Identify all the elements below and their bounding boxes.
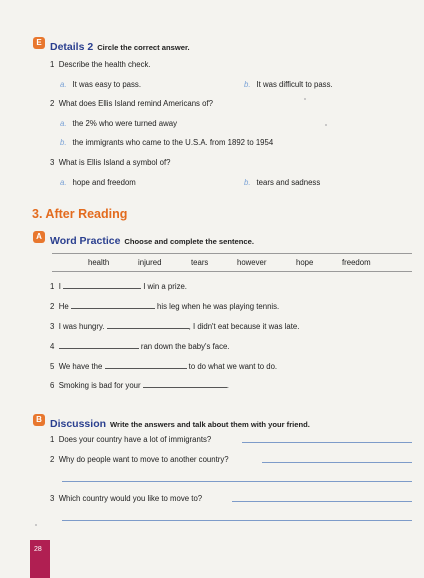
section-b-heading [50,414,310,432]
blank-input[interactable] [107,321,189,329]
sentence-number: 6 [50,381,55,390]
speck [325,124,327,126]
sentence-number: 5 [50,362,55,371]
answer-line[interactable] [262,462,412,463]
after-reading-title: 3. After Reading [32,207,128,221]
word-bank-item: freedom [342,258,371,267]
sentence-2 [50,301,279,311]
option-1a[interactable] [60,80,141,89]
question-number: 1 [50,435,55,444]
section-e-heading [50,37,190,55]
sentence-post: to do what we want to do. [188,362,278,371]
word-bank-item: hope [296,258,314,267]
section-b-title: Discussion [50,418,107,430]
sentence-3 [50,321,299,331]
sentence-6 [50,380,229,390]
section-a-title: Word Practice [50,235,121,247]
option-text: hope and freedom [72,178,136,187]
sentence-number: 4 [50,342,55,351]
sentence-post: ran down the baby's face. [140,342,230,351]
section-a-instruction: Choose and complete the sentence. [124,237,254,246]
option-3b[interactable] [244,178,320,187]
sentence-pre: I [58,282,61,291]
option-text: the immigrants who came to the U.S.A. from 1892 to 1954 [72,138,274,147]
section-a-heading [50,231,254,249]
sentence-post: I win a prize. [143,282,187,291]
section-e-instruction: Circle the correct answer. [97,43,190,52]
question-number: 2 [50,99,55,108]
discussion-question-2 [50,455,229,464]
sentence-pre: I was hungry. [58,322,105,331]
answer-line[interactable] [62,481,412,482]
option-letter: b. [60,138,67,147]
speck [304,98,306,100]
page-number-tab [30,540,50,578]
blank-input[interactable] [71,301,155,309]
section-b-badge: B [33,414,45,426]
option-3a[interactable] [60,178,136,187]
option-1b[interactable] [244,80,333,89]
sentence-post: , I didn't eat because it was late. [188,322,300,331]
sentence-number: 2 [50,302,55,311]
word-bank-item: tears [191,258,209,267]
question-1 [50,60,151,69]
page-number: 28 [34,546,42,553]
question-text: Does your country have a lot of immigrants? [58,435,212,444]
discussion-question-1 [50,435,211,444]
option-text: tears and sadness [256,178,321,187]
sentence-1 [50,281,187,291]
blank-input[interactable] [105,361,187,369]
option-2b[interactable] [60,138,273,147]
question-text: Why do people want to move to another country? [58,455,229,464]
sentence-pre: He [58,302,69,311]
answer-line[interactable] [242,442,412,443]
speck [35,524,37,526]
section-e-title: Details 2 [50,41,94,53]
word-bank-item: injured [138,258,162,267]
answer-line[interactable] [232,501,412,502]
sentence-number: 3 [50,322,55,331]
question-number: 2 [50,455,55,464]
option-letter: b. [244,178,251,187]
sentence-5 [50,361,277,371]
option-text: It was easy to pass. [72,80,141,89]
word-bank-item: health [88,258,110,267]
option-letter: b. [244,80,251,89]
sentence-pre: We have the [58,362,103,371]
blank-input[interactable] [63,281,141,289]
option-text: the 2% who were turned away [72,119,177,128]
question-number: 3 [50,494,55,503]
blank-input[interactable] [59,341,139,349]
question-number: 3 [50,158,55,167]
option-letter: a. [60,80,67,89]
section-e-badge: E [33,37,45,49]
sentence-4 [50,341,229,351]
discussion-question-3 [50,494,202,503]
question-text: Describe the health check. [58,60,151,69]
word-bank-item: however [237,258,267,267]
blank-input[interactable] [143,380,227,388]
option-letter: a. [60,178,67,187]
question-2 [50,99,213,108]
sentence-pre: Smoking is bad for your [58,381,141,390]
sentence-number: 1 [50,282,55,291]
sentence-post: . [226,381,229,390]
section-b-instruction: Write the answers and talk about them with your friend. [110,420,310,429]
option-text: It was difficult to pass. [256,80,333,89]
question-3 [50,158,171,167]
question-text: What is Ellis Island a symbol of? [58,158,171,167]
option-letter: a. [60,119,67,128]
word-bank [52,253,412,272]
option-2a[interactable] [60,119,177,128]
answer-line[interactable] [62,520,412,521]
section-a-badge: A [33,231,45,243]
question-text: Which country would you like to move to? [58,494,203,503]
question-number: 1 [50,60,55,69]
question-text: What does Ellis Island remind Americans of? [58,99,213,108]
sentence-post: his leg when he was playing tennis. [157,302,280,311]
